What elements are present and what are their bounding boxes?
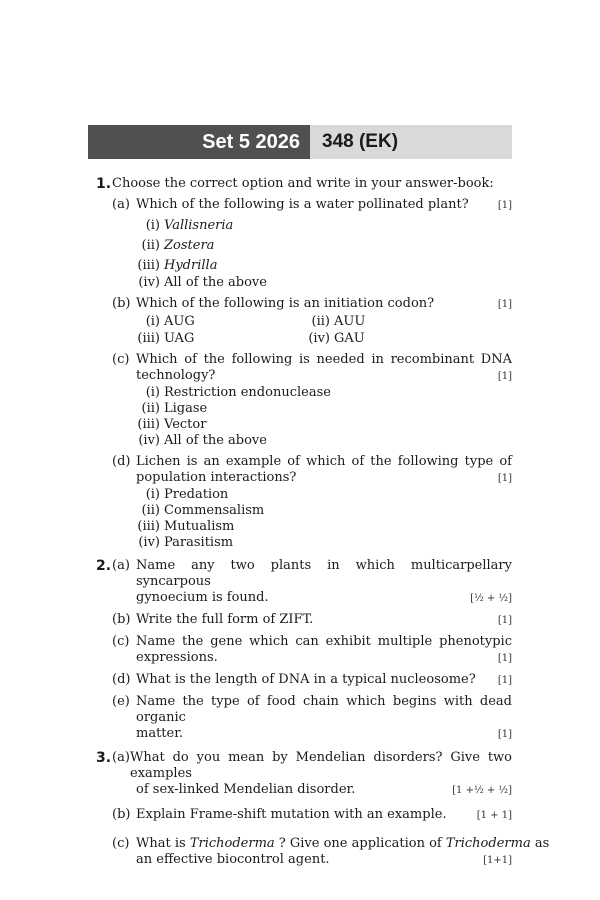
marks: [1]	[497, 200, 512, 211]
option	[136, 433, 512, 449]
sub-text-line1: Lichen is an example of which of the following type of	[136, 454, 512, 469]
sub-text-line2: expressions.	[136, 650, 218, 665]
option-text: All of the above	[164, 433, 267, 448]
option	[136, 314, 306, 330]
option-label: (ii)	[141, 238, 160, 253]
sub-text-line2: technology?	[136, 368, 216, 383]
options-grid	[136, 313, 512, 347]
question-3c	[96, 836, 550, 869]
option	[136, 487, 512, 503]
question-2a	[96, 558, 512, 607]
paper-code: 348 (EK)	[310, 125, 512, 159]
question-3	[96, 750, 550, 869]
sub-label: (b)	[112, 296, 131, 311]
question-2c	[96, 634, 512, 667]
option	[306, 314, 476, 330]
option	[136, 331, 306, 347]
sub-text-line2: gynoecium is found.	[136, 590, 269, 605]
sub-text-line1: Name any two plants in which multicarpellary syncarpous	[136, 558, 512, 589]
sub-text: What is the length of DNA in a typical nucleosome?	[136, 672, 476, 687]
sub-text-line2: population interactions?	[136, 470, 297, 485]
text-fragment: ? Give one application of	[274, 836, 446, 851]
marks: [1 +½ + ½]	[452, 785, 512, 796]
sub-text-line1: Name the gene which can exhibit multiple phenotypic	[136, 634, 512, 649]
question-2	[96, 558, 512, 743]
sub-label: (c)	[112, 634, 130, 649]
option	[136, 503, 512, 519]
option-label: (i)	[145, 218, 160, 233]
option	[136, 519, 512, 535]
option	[136, 258, 512, 274]
sub-text-line1: What do you mean by Mendelian disorders? Give two examples	[130, 750, 512, 781]
option	[136, 238, 512, 254]
option-text: Mutualism	[164, 519, 235, 534]
question-number: 1.	[96, 176, 112, 192]
option-text: Vector	[164, 417, 207, 432]
sub-text: Write the full form of ZIFT.	[136, 612, 314, 627]
sub-text: Which of the following is a water pollinated plant?	[136, 197, 469, 212]
option	[306, 331, 476, 347]
question-1	[96, 176, 512, 551]
text-fragment-italic: Trichoderma	[445, 836, 531, 851]
question-2e	[96, 694, 512, 743]
question-3a	[96, 750, 512, 799]
option-label: (ii)	[141, 401, 160, 416]
question-text: Choose the correct option and write in your answer-book:	[112, 176, 494, 191]
sub-text-line1: Name the type of food chain which begins with dead organic	[136, 694, 512, 725]
sub-label: (d)	[112, 672, 131, 687]
question-2b	[96, 612, 512, 629]
option-label: (iii)	[137, 331, 160, 346]
option-text: Parasitism	[164, 535, 234, 550]
option-text: AUU	[334, 314, 366, 329]
sub-label: (a)	[112, 197, 130, 212]
option-text: Vallisneria	[164, 218, 234, 233]
question-1b	[96, 296, 512, 347]
sub-text-line1	[136, 836, 550, 852]
option-label: (iii)	[137, 258, 160, 273]
question-1d	[96, 454, 512, 551]
sub-text: Explain Frame-shift mutation with an example.	[136, 807, 447, 822]
text-fragment: as	[530, 836, 550, 851]
sub-label: (b)	[112, 807, 131, 822]
text-fragment: What is	[136, 836, 190, 851]
option-label: (ii)	[311, 314, 330, 329]
question-2d	[96, 672, 512, 689]
option-text: Commensalism	[164, 503, 265, 518]
marks: [1]	[497, 729, 512, 740]
option-label: (iv)	[138, 433, 160, 448]
option-text: Ligase	[164, 401, 208, 416]
question-content	[96, 176, 550, 869]
option-text: Zostera	[164, 238, 215, 253]
marks: [1]	[497, 299, 512, 310]
option-label: (i)	[145, 487, 160, 502]
option	[136, 401, 512, 417]
sub-label: (a)	[112, 750, 130, 765]
marks: [1]	[497, 371, 512, 382]
question-number: 2.	[96, 558, 112, 574]
option-label: (iii)	[137, 519, 160, 534]
question-1c	[96, 352, 512, 449]
sub-label: (c)	[112, 352, 130, 367]
sub-text-line2: of sex-linked Mendelian disorder.	[136, 782, 356, 797]
option-text: AUG	[164, 314, 195, 329]
sub-label: (c)	[112, 836, 130, 851]
question-3b	[96, 807, 512, 824]
sub-text-line1: Which of the following is needed in recombinant DNA	[136, 352, 512, 367]
question-1a	[96, 197, 512, 291]
marks: [1]	[497, 675, 512, 686]
option-label: (i)	[145, 314, 160, 329]
marks: [1]	[497, 473, 512, 484]
paper-header	[88, 125, 512, 159]
option-text: Hydrilla	[164, 258, 218, 273]
marks: [1]	[497, 615, 512, 626]
marks: [1 + 1]	[476, 810, 512, 821]
option	[136, 535, 512, 551]
option	[136, 218, 512, 234]
marks: [1+1]	[483, 855, 512, 866]
sub-text-line2: an effective biocontrol agent.	[136, 852, 330, 867]
option-text: Restriction endonuclease	[164, 385, 331, 400]
marks: [1]	[497, 653, 512, 664]
question-number: 3.	[96, 750, 112, 766]
option-label: (ii)	[141, 503, 160, 518]
option-text: All of the above	[164, 275, 267, 290]
set-label: Set 5 2026	[88, 125, 310, 159]
option	[136, 385, 512, 401]
option	[136, 417, 512, 433]
option-label: (iv)	[308, 331, 330, 346]
marks: [½ + ½]	[470, 593, 512, 604]
sub-text-line2: matter.	[136, 726, 184, 741]
option-text: UAG	[164, 331, 195, 346]
option-label: (iii)	[137, 417, 160, 432]
sub-text: Which of the following is an initiation codon?	[136, 296, 435, 311]
option-text: GAU	[334, 331, 365, 346]
option-label: (iv)	[138, 275, 160, 290]
sub-label: (b)	[112, 612, 131, 627]
sub-label: (a)	[112, 558, 130, 573]
option	[136, 275, 512, 291]
option-label: (i)	[145, 385, 160, 400]
option-label: (iv)	[138, 535, 160, 550]
text-fragment-italic: Trichoderma	[189, 836, 275, 851]
sub-label: (d)	[112, 454, 131, 469]
option-text: Predation	[164, 487, 229, 502]
sub-label: (e)	[112, 694, 130, 709]
